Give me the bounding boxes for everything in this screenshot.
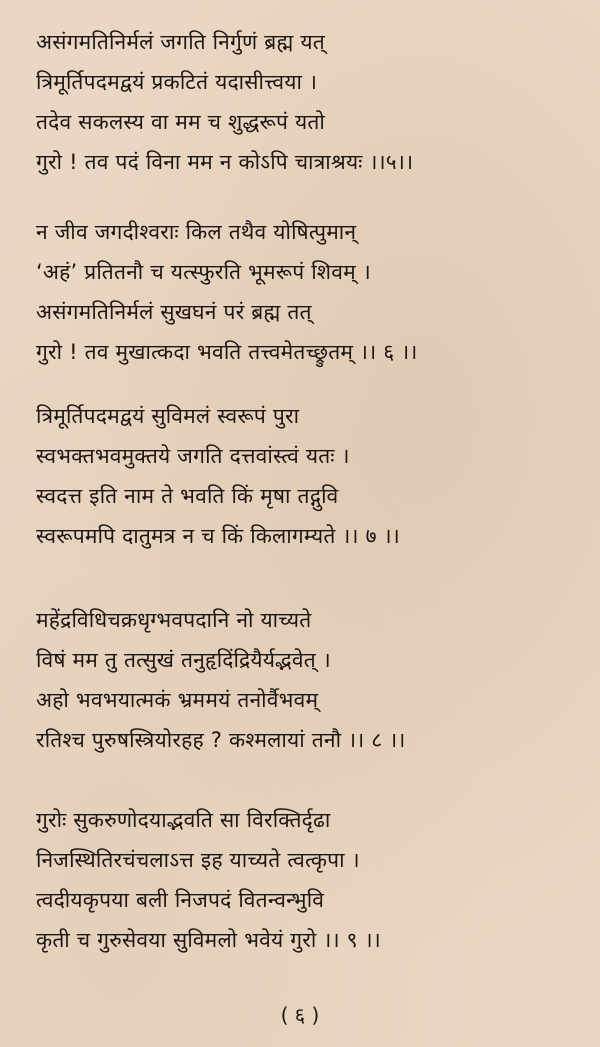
stanza-6 [36,212,588,372]
verse-line: ‘अहं’ प्रतितनौ च यत्स्फुरति भूमरूपं शिवम् । [36,260,371,284]
verse-line: त्वदीयकृपया बली निजपदं वितन्वन्भुवि [36,888,325,912]
verse-line: गुरो ! तव मुखात्कदा भवति तत्त्वमेतच्छ्रुतम् ।। ६ ।। [36,340,418,364]
verse-line: त्रिमूर्तिपदमद्वयं प्रकटितं यदासीत्त्वया । [36,70,318,94]
verse-line: गुरो ! तव पदं विना मम न कोऽपि चात्राश्रयः ।।५।। [36,150,414,174]
verse-line: स्वभक्तभवमुक्तये जगति दत्तवांस्त्वं यतः । [36,444,350,468]
verse-line: रतिश्च पुरुषस्त्रियोरहह ? कश्मलायां तनौ ।। ८ ।। [36,728,406,752]
verse-line: न जीव जगदीश्वराः किल तथैव योषित्पुमान् [36,220,357,244]
verse-line: त्रिमूर्तिपदमद्वयं सुविमलं स्वरूपं पुरा [36,404,300,428]
verse-line: तदेव सकलस्य वा मम च शुद्धरूपं यतो [36,110,326,134]
verse-line: महेंद्रविधिचक्रधृग्भवपदानि नो याच्यते [36,608,312,632]
stanza-7 [36,396,588,556]
verse-line: असंगमतिनिर्मलं जगति निर्गुणं ब्रह्म यत् [36,30,325,54]
verse-line: स्वरूपमपि दातुमत्र न च किं किलागम्यते ।। ७ ।। [36,524,400,548]
stanza-5 [36,22,588,182]
verse-line: विषं मम तु तत्सुखं तनुहृदिंद्रियैर्यद्भवेत् । [36,648,331,672]
verse-line: गुरोः सुकरुणोदयाद्भवति सा विरक्तिर्दृढा [36,808,331,832]
verse-line: असंगमतिनिर्मलं सुखघनं परं ब्रह्म तत् [36,300,312,324]
verse-line: अहो भवभयात्मकं भ्रममयं तनोर्वैभवम् [36,688,319,712]
stanza-8 [36,600,588,760]
verse-line: कृती च गुरुसेवया सुविमलो भवेयं गुरो ।। ९ ।। [36,928,381,952]
page-number: ( ६ ) [280,1003,320,1027]
stanza-9 [36,800,588,960]
verse-line: स्वदत्त इति नाम ते भवति किं मृषा तद्गुवि [36,484,339,508]
verse-line: निजस्थितिरचंचलाऽत्त इह याच्यते त्वत्कृपा । [36,848,360,872]
